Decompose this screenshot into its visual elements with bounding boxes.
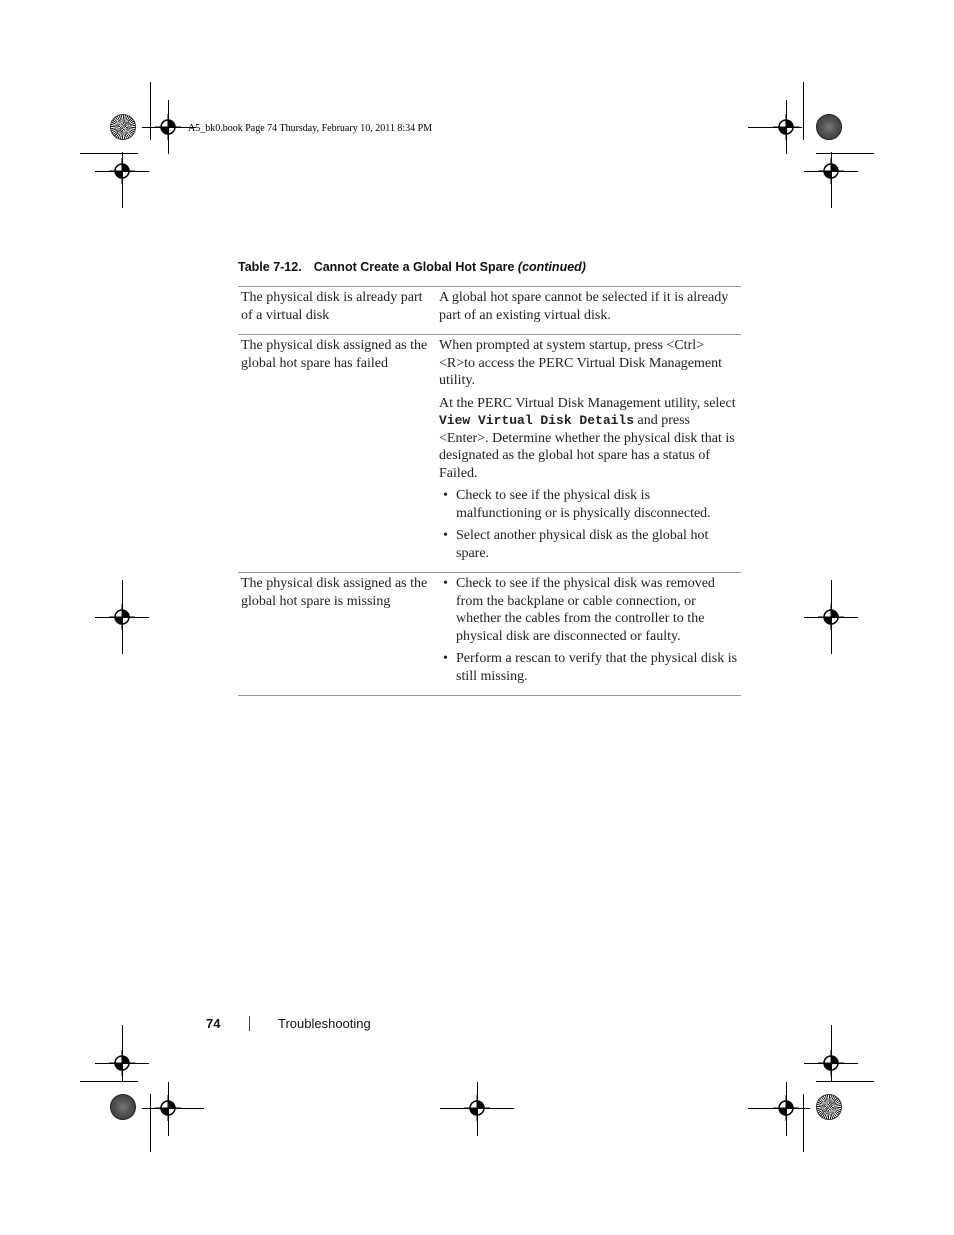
troubleshooting-table [238,286,741,696]
problem-cell: The physical disk is already part of a virtual disk [241,290,423,323]
crop-line [803,82,804,140]
table-row [238,287,741,335]
color-wheel-icon [110,1094,136,1120]
table-row [238,335,741,573]
color-wheel-icon [816,114,842,140]
registration-target-icon [818,604,844,630]
crop-line [150,1094,151,1152]
registration-target-icon [464,1095,490,1121]
registration-target-icon [818,1050,844,1076]
bullet-text: Perform a rescan to verify that the physical disk is still missing. [456,651,738,684]
registration-target-icon [109,604,135,630]
solution-paragraph: When prompted at system startup, press <Ctrl><R>to access the PERC Virtual Disk Management utility. [439,338,722,388]
solution-paragraph [439,395,738,483]
menu-option-code: View Virtual Disk Details [439,413,635,428]
bullet-item [439,527,738,562]
bullet-icon: • [443,651,448,666]
bullet-icon: • [443,528,448,543]
table-title: Cannot Create a Global Hot Spare [313,260,515,274]
text-fragment: and press <Enter>. Determine whether the physical disk that is designated as the global hot spare has a status of [439,413,735,463]
bullet-text: Check to see if the physical disk was removed from the backplane or cable connection, or whether the cables from the controller to the physical disk are disconnected or faulty. [456,576,715,644]
bullet-item [439,487,738,522]
crop-line [816,1081,874,1082]
print-slug: A5_bk0.book Page 74 Thursday, February 10, 2011 8:34 PM [188,123,433,134]
star-target-icon [816,1094,842,1120]
crop-line [150,82,151,140]
table-row [238,573,741,696]
registration-target-icon [818,158,844,184]
table-number: Table 7-12. [238,260,302,274]
registration-target-icon [109,158,135,184]
section-name: Troubleshooting [278,1016,371,1031]
text-fragment: . [474,465,478,481]
page-number: 74 [206,1016,221,1031]
solution-cell [436,573,741,696]
solution-paragraph: A global hot spare cannot be selected if it is already part of an existing virtual disk. [439,290,729,323]
text-fragment: At the PERC Virtual Disk Management utility, select [439,395,736,411]
problem-cell: The physical disk assigned as the global hot spare is missing [241,576,428,609]
star-target-icon [110,114,136,140]
bullet-text: Select another physical disk as the global hot spare. [456,528,709,561]
registration-target-icon [773,1095,799,1121]
registration-target-icon [155,1095,181,1121]
crop-line [80,153,138,154]
solution-cell [436,287,741,335]
problem-cell: The physical disk assigned as the global hot spare has failed [241,338,428,371]
table-caption [238,260,586,274]
bullet-text: Check to see if the physical disk is malfunctioning or is physically disconnected. [456,488,711,521]
registration-target-icon [155,114,181,140]
bullet-item [439,650,738,685]
crop-line [80,1081,138,1082]
continued-label: (continued) [517,260,586,274]
crop-line [803,1094,804,1152]
bullet-item [439,575,738,645]
status-value: Failed [439,465,474,481]
bullet-icon: • [443,488,448,503]
registration-target-icon [773,114,799,140]
crop-line [816,153,874,154]
footer-divider [249,1016,250,1031]
registration-target-icon [109,1050,135,1076]
bullet-icon: • [443,576,448,591]
solution-cell [436,335,741,573]
